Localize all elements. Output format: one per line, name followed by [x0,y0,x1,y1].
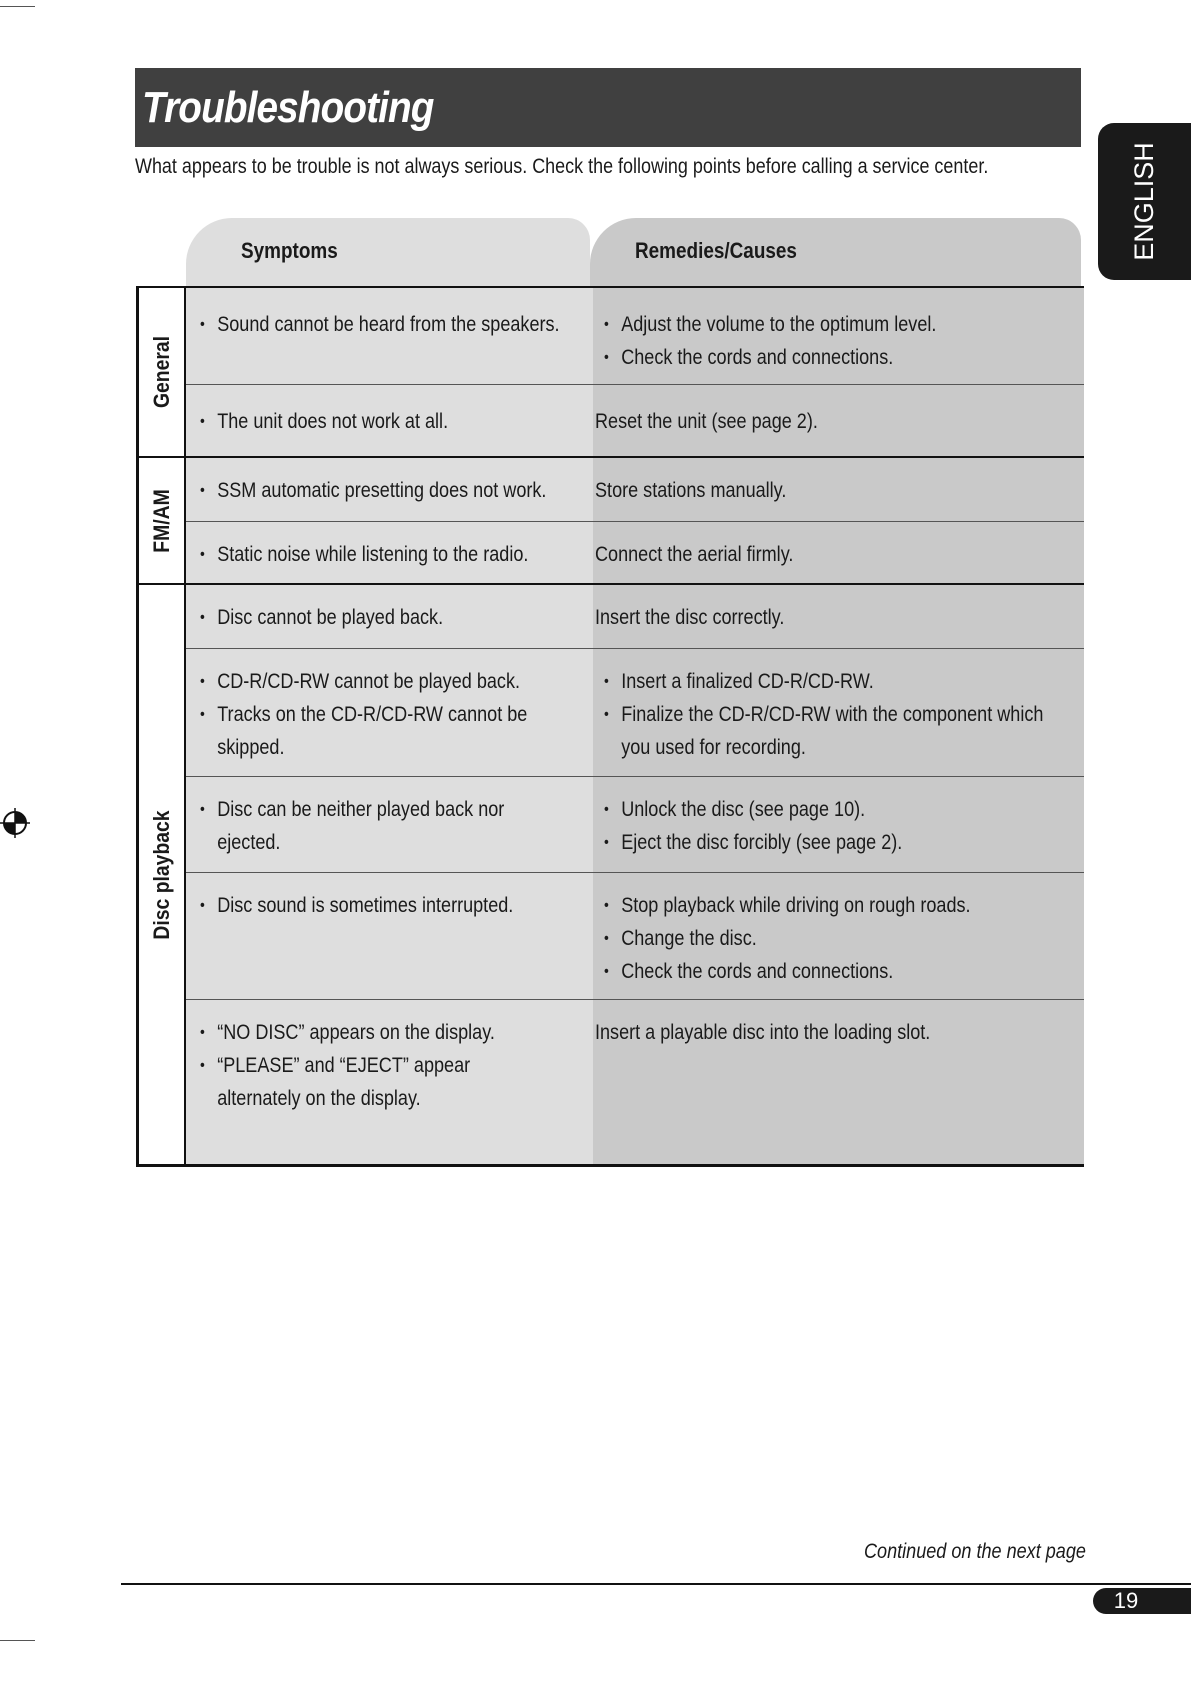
table-row [186,385,1084,458]
category-general [139,288,184,458]
remedy-cell [595,601,1077,634]
remedy-item: • Check the cords and connections. [604,341,1086,374]
registration-mark-icon [0,808,30,838]
remedy-item: • Check the cords and connections. [604,955,1086,988]
category-label: Disc playback [148,809,174,940]
category-label: General [148,335,174,409]
symptom-item: • “NO DISC” appears on the display. [200,1016,553,1049]
page-title: Troubleshooting [142,82,434,132]
continued-note: Continued on the next page [864,1540,1086,1563]
intro-text: What appears to be trouble is not always serious. Check the following points before calling a service center. [135,155,989,178]
remedy-cell [604,665,1056,764]
symptom-item: • Tracks on the CD-R/CD-RW cannot be skipped. [200,698,570,764]
symptom-item: • CD-R/CD-RW cannot be played back. [200,665,570,698]
table-row [186,458,1084,522]
crop-mark [0,6,35,7]
symptom-cell [200,1016,553,1115]
remedy-item: • Stop playback while driving on rough roads. [604,889,1086,922]
remedy-item: Store stations manually. [595,479,787,502]
crop-mark [0,1640,35,1641]
table-row [186,288,1084,385]
remedy-cell [604,793,1086,859]
symptom-item: • Disc cannot be played back. [200,601,570,634]
page-title-bar [135,68,1081,147]
symptom-cell [200,793,570,859]
remedy-cell [595,405,1077,438]
symptom-cell [200,601,570,634]
symptom-cell [200,308,570,341]
language-tab [1098,123,1191,280]
table-row [186,585,1084,649]
category-fm-am [139,458,184,585]
symptom-item: • Disc can be neither played back nor ejected. [200,793,570,859]
page-number: 19 [1113,1588,1139,1613]
remedy-cell [604,308,1086,374]
symptom-item: • Sound cannot be heard from the speakers. [200,308,570,341]
remedy-cell [604,889,1086,988]
remedy-cell [595,1016,1077,1049]
category-column [139,288,186,1164]
troubleshooting-table [136,286,1084,1167]
category-disc-playback [139,585,184,1164]
remedy-item: Insert the disc correctly. [595,606,785,629]
symptom-item: • Disc sound is sometimes interrupted. [200,889,570,922]
symptom-cell [200,665,570,764]
language-tab-label: ENGLISH [1129,142,1160,261]
symptoms-header [186,218,590,286]
remedy-item: • Unlock the disc (see page 10). [604,793,1086,826]
symptoms-header-label: Symptoms [241,238,338,263]
table-row [186,873,1084,1000]
remedy-cell [595,538,1077,571]
remedy-item: Connect the aerial firmly. [595,543,794,566]
remedy-item: • Insert a finalized CD-R/CD-RW. [604,665,1056,698]
category-label: FM/AM [148,488,174,553]
symptom-item: • The unit does not work at all. [200,405,570,438]
footer-rule [121,1583,1191,1585]
remedy-item: • Change the disc. [604,922,1086,955]
remedy-item: • Eject the disc forcibly (see page 2). [604,826,1086,859]
symptom-cell [200,889,570,922]
table-row [186,777,1084,873]
table-row [186,649,1084,777]
remedies-header [590,218,1081,286]
table-row [186,522,1084,585]
symptom-item: • Static noise while listening to the radio. [200,538,570,571]
remedy-item: • Finalize the CD-R/CD-RW with the component which you used for recording. [604,698,1056,764]
page-number-badge [1093,1588,1191,1614]
symptom-cell [200,474,570,507]
symptom-item: • SSM automatic presetting does not work. [200,474,570,507]
remedy-cell [595,474,1077,507]
symptom-cell [200,538,570,571]
remedies-header-label: Remedies/Causes [635,238,797,263]
remedy-item: Reset the unit (see page 2). [595,410,818,433]
symptom-item: • “PLEASE” and “EJECT” appear alternately on the display. [200,1049,553,1115]
remedy-item: • Adjust the volume to the optimum level. [604,308,1086,341]
symptom-cell [200,405,570,438]
remedy-item: Insert a playable disc into the loading slot. [595,1021,931,1044]
table-row [186,1000,1084,1164]
